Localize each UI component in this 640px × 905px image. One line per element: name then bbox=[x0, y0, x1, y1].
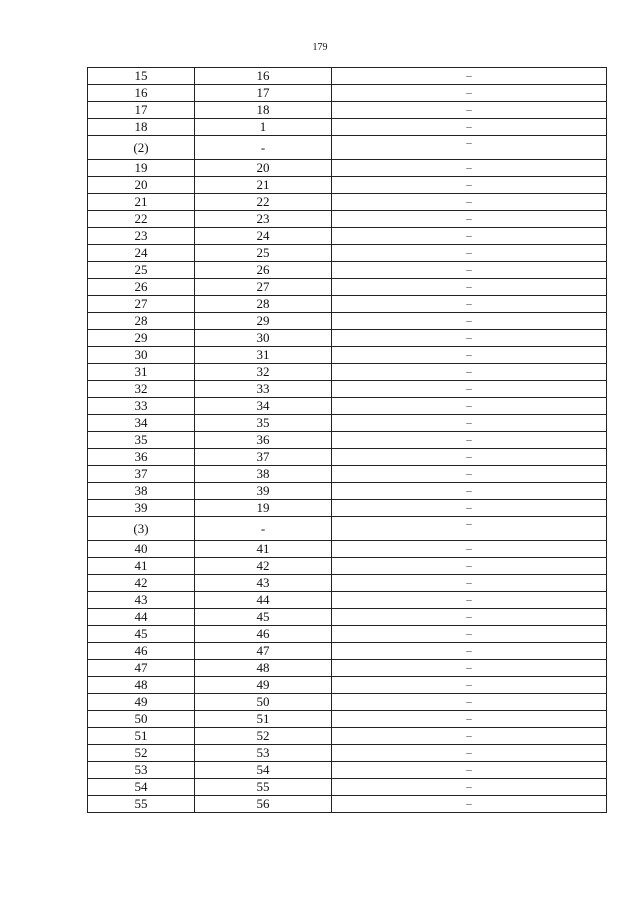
table-row bbox=[88, 262, 607, 279]
table-cell: 32 bbox=[88, 381, 195, 398]
table-cell: 37 bbox=[88, 466, 195, 483]
table-cell: 24 bbox=[195, 228, 332, 245]
table-cell: – bbox=[332, 262, 607, 279]
table-cell: – bbox=[332, 211, 607, 228]
table-cell: 56 bbox=[195, 796, 332, 813]
table-cell: 49 bbox=[195, 677, 332, 694]
table-row bbox=[88, 779, 607, 796]
table-row bbox=[88, 500, 607, 517]
table-row bbox=[88, 119, 607, 136]
table-cell: 45 bbox=[195, 609, 332, 626]
table-cell: 23 bbox=[88, 228, 195, 245]
table-cell: 44 bbox=[88, 609, 195, 626]
table-cell: 22 bbox=[195, 194, 332, 211]
table-cell: 41 bbox=[195, 541, 332, 558]
table-cell: 24 bbox=[88, 245, 195, 262]
table-row bbox=[88, 102, 607, 119]
table-cell: 19 bbox=[195, 500, 332, 517]
table-row bbox=[88, 592, 607, 609]
table-cell: – bbox=[332, 245, 607, 262]
table-row bbox=[88, 136, 607, 160]
table-cell: – bbox=[332, 296, 607, 313]
table-cell: – bbox=[332, 728, 607, 745]
data-table bbox=[87, 67, 607, 813]
table-row bbox=[88, 313, 607, 330]
table-cell: – bbox=[332, 626, 607, 643]
table-cell: 35 bbox=[195, 415, 332, 432]
table-cell: – bbox=[332, 381, 607, 398]
table-cell: – bbox=[332, 347, 607, 364]
table-cell: – bbox=[332, 136, 607, 160]
table-row bbox=[88, 677, 607, 694]
table-cell: – bbox=[332, 643, 607, 660]
table-cell: 46 bbox=[195, 626, 332, 643]
table-row bbox=[88, 694, 607, 711]
table-cell: 48 bbox=[88, 677, 195, 694]
table-cell: – bbox=[332, 313, 607, 330]
table-cell: – bbox=[332, 119, 607, 136]
table-body bbox=[88, 68, 607, 813]
table-row bbox=[88, 483, 607, 500]
table-row bbox=[88, 279, 607, 296]
table-cell: 20 bbox=[88, 177, 195, 194]
table-cell: – bbox=[332, 796, 607, 813]
table-cell: 51 bbox=[195, 711, 332, 728]
table-cell: 34 bbox=[88, 415, 195, 432]
table-cell: 38 bbox=[195, 466, 332, 483]
table-cell: 42 bbox=[195, 558, 332, 575]
table-row bbox=[88, 381, 607, 398]
table-cell: – bbox=[332, 330, 607, 347]
table-cell: 44 bbox=[195, 592, 332, 609]
table-cell: 27 bbox=[88, 296, 195, 313]
table-cell: 28 bbox=[88, 313, 195, 330]
table-cell: – bbox=[332, 500, 607, 517]
table-cell: 47 bbox=[195, 643, 332, 660]
table-cell: – bbox=[332, 517, 607, 541]
table-cell: 16 bbox=[195, 68, 332, 85]
table-cell: – bbox=[332, 415, 607, 432]
table-cell: 39 bbox=[195, 483, 332, 500]
table-row bbox=[88, 762, 607, 779]
page-number: 179 bbox=[312, 42, 328, 53]
table-row bbox=[88, 245, 607, 262]
table-cell: – bbox=[332, 745, 607, 762]
table-row bbox=[88, 177, 607, 194]
table-cell: - bbox=[195, 136, 332, 160]
table-row bbox=[88, 660, 607, 677]
table-cell: – bbox=[332, 279, 607, 296]
table-cell: – bbox=[332, 398, 607, 415]
table-cell: – bbox=[332, 432, 607, 449]
table-cell: 33 bbox=[88, 398, 195, 415]
table-cell: 31 bbox=[88, 364, 195, 381]
table-cell: 17 bbox=[88, 102, 195, 119]
table-cell: 33 bbox=[195, 381, 332, 398]
table-cell: 40 bbox=[88, 541, 195, 558]
table-row bbox=[88, 160, 607, 177]
table-cell: 54 bbox=[88, 779, 195, 796]
table-row bbox=[88, 415, 607, 432]
table-cell: 30 bbox=[195, 330, 332, 347]
table-cell: 49 bbox=[88, 694, 195, 711]
table-cell: – bbox=[332, 160, 607, 177]
table-row bbox=[88, 466, 607, 483]
table-row bbox=[88, 711, 607, 728]
table-cell: 21 bbox=[88, 194, 195, 211]
table-cell: 45 bbox=[88, 626, 195, 643]
table-row bbox=[88, 330, 607, 347]
table-row bbox=[88, 398, 607, 415]
table-cell: 53 bbox=[88, 762, 195, 779]
table-cell: – bbox=[332, 660, 607, 677]
table-cell: 46 bbox=[88, 643, 195, 660]
table-cell: 15 bbox=[88, 68, 195, 85]
table-cell: 42 bbox=[88, 575, 195, 592]
table-row bbox=[88, 796, 607, 813]
table-cell: 18 bbox=[88, 119, 195, 136]
table-cell: – bbox=[332, 575, 607, 592]
table-cell: 52 bbox=[195, 728, 332, 745]
table-cell: 29 bbox=[195, 313, 332, 330]
table-cell: – bbox=[332, 762, 607, 779]
table-cell: 48 bbox=[195, 660, 332, 677]
table-cell: 38 bbox=[88, 483, 195, 500]
table-cell: 54 bbox=[195, 762, 332, 779]
table-cell: 21 bbox=[195, 177, 332, 194]
table-cell: – bbox=[332, 228, 607, 245]
table-cell: – bbox=[332, 177, 607, 194]
table-cell: 50 bbox=[195, 694, 332, 711]
table-row bbox=[88, 575, 607, 592]
table-cell: – bbox=[332, 102, 607, 119]
table-row bbox=[88, 296, 607, 313]
table-cell: – bbox=[332, 85, 607, 102]
table-row bbox=[88, 228, 607, 245]
table-cell: 23 bbox=[195, 211, 332, 228]
table-cell: 26 bbox=[88, 279, 195, 296]
table-cell: – bbox=[332, 677, 607, 694]
table-cell: 29 bbox=[88, 330, 195, 347]
table-cell: 52 bbox=[88, 745, 195, 762]
table-row bbox=[88, 211, 607, 228]
table-cell: 32 bbox=[195, 364, 332, 381]
table-cell: – bbox=[332, 449, 607, 466]
table-cell: 51 bbox=[88, 728, 195, 745]
table-row bbox=[88, 643, 607, 660]
table-cell: 17 bbox=[195, 85, 332, 102]
table-cell: – bbox=[332, 609, 607, 626]
table-cell: 36 bbox=[88, 449, 195, 466]
table-cell: 18 bbox=[195, 102, 332, 119]
table-row bbox=[88, 541, 607, 558]
table-cell: 50 bbox=[88, 711, 195, 728]
table-row bbox=[88, 68, 607, 85]
table-cell: – bbox=[332, 483, 607, 500]
table-cell: 26 bbox=[195, 262, 332, 279]
table-cell: 41 bbox=[88, 558, 195, 575]
table-cell: 30 bbox=[88, 347, 195, 364]
table-cell: 25 bbox=[88, 262, 195, 279]
table-cell: – bbox=[332, 68, 607, 85]
table-cell: 35 bbox=[88, 432, 195, 449]
table-row bbox=[88, 558, 607, 575]
table-cell: 1 bbox=[195, 119, 332, 136]
table-cell: 25 bbox=[195, 245, 332, 262]
table-row bbox=[88, 728, 607, 745]
table-cell: – bbox=[332, 558, 607, 575]
table-cell: - bbox=[195, 517, 332, 541]
table-cell: – bbox=[332, 592, 607, 609]
table-cell: – bbox=[332, 711, 607, 728]
table-row bbox=[88, 432, 607, 449]
table-cell: – bbox=[332, 779, 607, 796]
table-cell: 34 bbox=[195, 398, 332, 415]
table-cell: 27 bbox=[195, 279, 332, 296]
table-cell: 43 bbox=[88, 592, 195, 609]
table-cell: (2) bbox=[88, 136, 195, 160]
table-row bbox=[88, 517, 607, 541]
table-row bbox=[88, 745, 607, 762]
table-cell: – bbox=[332, 694, 607, 711]
table-row bbox=[88, 347, 607, 364]
table-cell: – bbox=[332, 364, 607, 381]
table-cell: 22 bbox=[88, 211, 195, 228]
table-cell: 55 bbox=[88, 796, 195, 813]
table-row bbox=[88, 364, 607, 381]
table-cell: 53 bbox=[195, 745, 332, 762]
table-cell: – bbox=[332, 466, 607, 483]
table-cell: 20 bbox=[195, 160, 332, 177]
table-cell: 47 bbox=[88, 660, 195, 677]
table-cell: 43 bbox=[195, 575, 332, 592]
table-cell: – bbox=[332, 541, 607, 558]
table-cell: 31 bbox=[195, 347, 332, 364]
table-cell: 28 bbox=[195, 296, 332, 313]
table-cell: 55 bbox=[195, 779, 332, 796]
table-cell: – bbox=[332, 194, 607, 211]
table-row bbox=[88, 194, 607, 211]
table-row bbox=[88, 609, 607, 626]
table-row bbox=[88, 626, 607, 643]
table-cell: 39 bbox=[88, 500, 195, 517]
table-cell: 36 bbox=[195, 432, 332, 449]
table-cell: 37 bbox=[195, 449, 332, 466]
table-cell: 16 bbox=[88, 85, 195, 102]
table-row bbox=[88, 85, 607, 102]
table-row bbox=[88, 449, 607, 466]
table-cell: 19 bbox=[88, 160, 195, 177]
table-cell: (3) bbox=[88, 517, 195, 541]
